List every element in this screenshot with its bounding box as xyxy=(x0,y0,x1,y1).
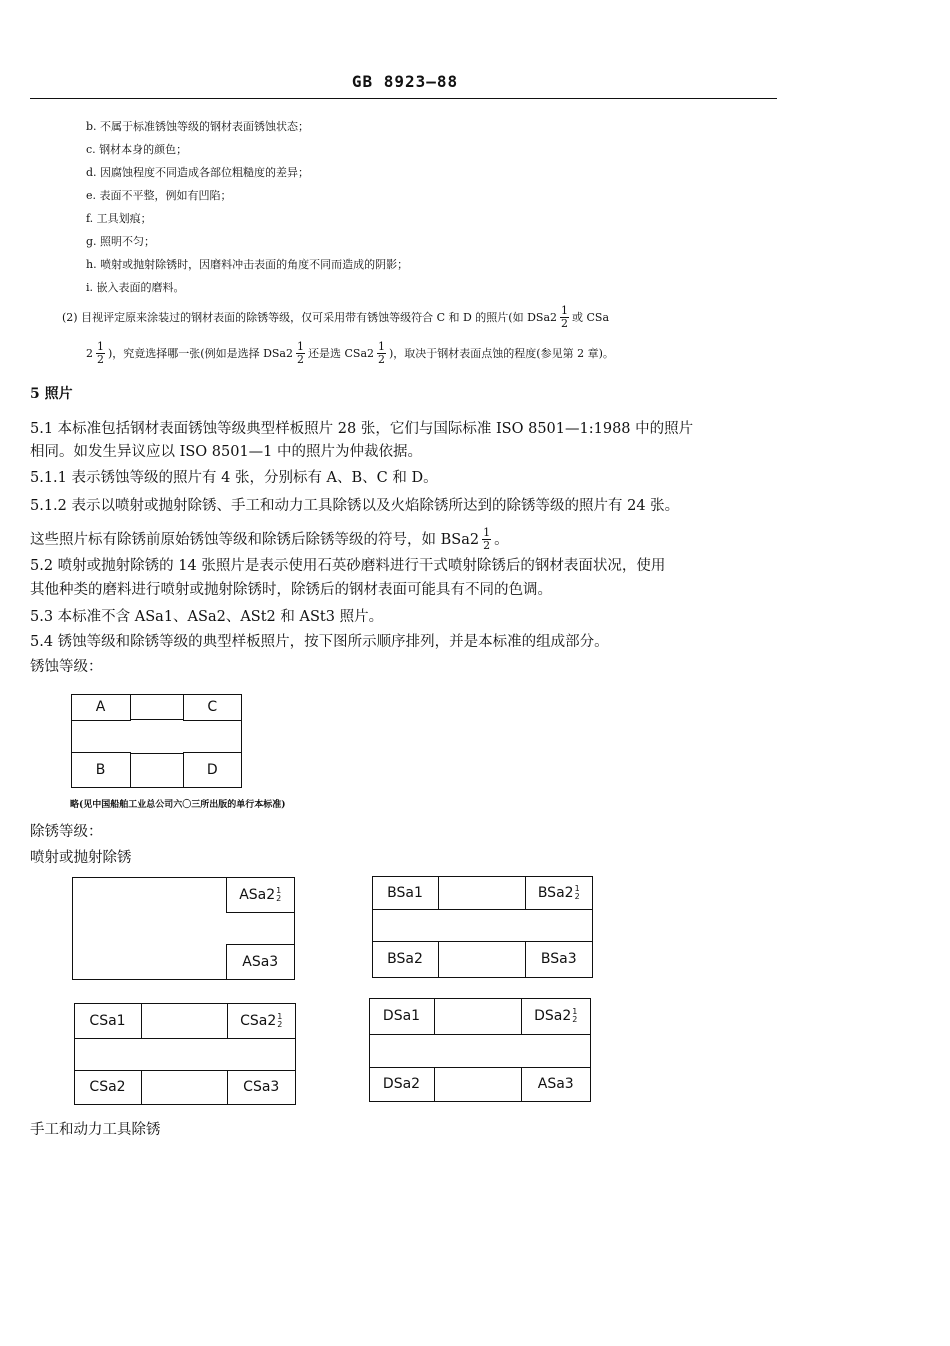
para2-text-e: 还是选 CSa2 xyxy=(308,346,375,360)
cell-bsa2-half: BSa2 1 2 xyxy=(525,876,593,910)
half-fraction: $\frac{1}{2}$ xyxy=(483,526,491,552)
para-5-1-2-line2 xyxy=(30,527,509,552)
para2-text-f: )，取决于钢材表面点蚀的程度(参见第 2 章)。 xyxy=(389,346,614,360)
para2-text-c: 2 xyxy=(86,346,93,360)
para2-text-b: 或 CSa xyxy=(572,310,610,324)
rust-cell-a: A xyxy=(71,694,131,721)
para-5-1-2-end: 。 xyxy=(494,531,509,548)
cell-dsa2: DSa2 xyxy=(369,1067,435,1102)
rust-cell-c: C xyxy=(183,694,242,721)
list-item-b: b. 不属于标准锈蚀等级的钢材表面锈蚀状态； xyxy=(86,120,310,133)
blast-box-d xyxy=(369,998,591,1102)
para-5-2-line1: 5.2 喷射或抛射除锈的 14 张照片是表示使用石英砂磨料进行干式喷射除锈后的钢材表面状况，使用 xyxy=(30,558,666,574)
diagram-note: 略(见中国船舶工业总公司六〇三所出版的单行本标准) xyxy=(70,800,286,810)
list-item-h: h. 喷射或抛射除锈时，因磨料冲击表面的角度不同而造成的阴影； xyxy=(86,258,409,271)
list-item-i: i. 嵌入表面的磨料。 xyxy=(86,281,185,294)
para-5-1-line2: 相同。如发生异议应以 ISO 8501—1 中的照片为仲裁依据。 xyxy=(30,444,423,460)
rust-cell-d: D xyxy=(183,752,242,788)
cell-bsa3: BSa3 xyxy=(525,941,593,978)
para-5-1-line1: 5.1 本标准包括钢材表面锈蚀等级典型样板照片 28 张，它们与国际标准 ISO 8501—1:1988 中的照片 xyxy=(30,421,694,437)
para-5-3: 5.3 本标准不含 ASa1、ASa2、ASt2 和 ASt3 照片。 xyxy=(30,609,384,625)
cell-asa3: ASa3 xyxy=(226,944,295,980)
cell-bsa2: BSa2 xyxy=(372,941,439,978)
para-5-1-1: 5.1.1 表示锈蚀等级的照片有 4 张，分别标有 A、B、C 和 D。 xyxy=(30,470,438,486)
cell-csa3: CSa3 xyxy=(227,1070,296,1105)
half-fraction: $\frac{1}{2}$ xyxy=(97,340,104,366)
rust-grade-label: 锈蚀等级： xyxy=(30,659,103,675)
section-heading: 5 照片 xyxy=(30,386,73,402)
cell-bsa1: BSa1 xyxy=(372,876,439,910)
para-5-1-2-text: 这些照片标有除锈前原始锈蚀等级和除锈后除锈等级的符号，如 BSa2 xyxy=(30,531,480,548)
cell-csa2-half: CSa2 1 2 xyxy=(227,1003,296,1039)
cell-asa2-half: ASa2 1 2 xyxy=(226,877,295,913)
blast-box-b xyxy=(372,876,593,978)
list-item-f: f. 工具划痕； xyxy=(86,212,152,225)
rust-grade-diagram xyxy=(71,694,242,788)
half-fraction: $\frac{1}{2}$ xyxy=(561,304,568,330)
para2-text-d: )，究竟选择哪一张(例如是选择 DSa2 xyxy=(108,346,293,360)
para2-line1 xyxy=(62,305,609,330)
list-item-c: c. 钢材本身的颜色； xyxy=(86,143,188,156)
document-code: GB 8923—88 xyxy=(351,72,459,91)
cell-asa3-d: ASa3 xyxy=(521,1067,591,1102)
para-5-4: 5.4 锈蚀等级和除锈等级的典型样板照片，按下图所示顺序排列，并是本标准的组成部分。 xyxy=(30,634,609,650)
para-5-2-line2: 其他种类的磨料进行喷射或抛射除锈时，除锈后的钢材表面可能具有不同的色调。 xyxy=(30,582,552,598)
cell-dsa1: DSa1 xyxy=(369,998,435,1035)
para2-line2 xyxy=(86,341,614,366)
list-item-g: g. 照明不匀； xyxy=(86,235,156,248)
blast-cleaning-label: 喷射或抛射除锈 xyxy=(30,850,132,866)
hand-tool-label: 手工和动力工具除锈 xyxy=(30,1122,161,1138)
blast-box-c xyxy=(74,1003,296,1105)
half-fraction: $\frac{1}{2}$ xyxy=(378,340,386,366)
cell-csa1: CSa1 xyxy=(74,1003,142,1039)
list-item-e: e. 表面不平整，例如有凹陷； xyxy=(86,189,232,202)
cell-csa2: CSa2 xyxy=(74,1070,142,1105)
cell-dsa2-half: DSa2 1 2 xyxy=(521,998,591,1035)
list-item-d: d. 因腐蚀程度不同造成各部位粗糙度的差异； xyxy=(86,166,310,179)
para2-text-a: (2) 目视评定原来涂装过的钢材表面的除锈等级，仅可采用带有锈蚀等级符合 C 和 D 的照片(如 DSa2 xyxy=(62,310,557,324)
derust-grade-label: 除锈等级： xyxy=(30,824,103,840)
para-5-1-2-line1: 5.1.2 表示以喷射或抛射除锈、手工和动力工具除锈以及火焰除锈所达到的除锈等级的照片有 24 张。 xyxy=(30,498,680,514)
half-fraction: $\frac{1}{2}$ xyxy=(297,340,304,366)
blast-box-a xyxy=(72,877,295,980)
header-rule xyxy=(30,98,777,99)
rust-cell-b: B xyxy=(71,752,131,788)
